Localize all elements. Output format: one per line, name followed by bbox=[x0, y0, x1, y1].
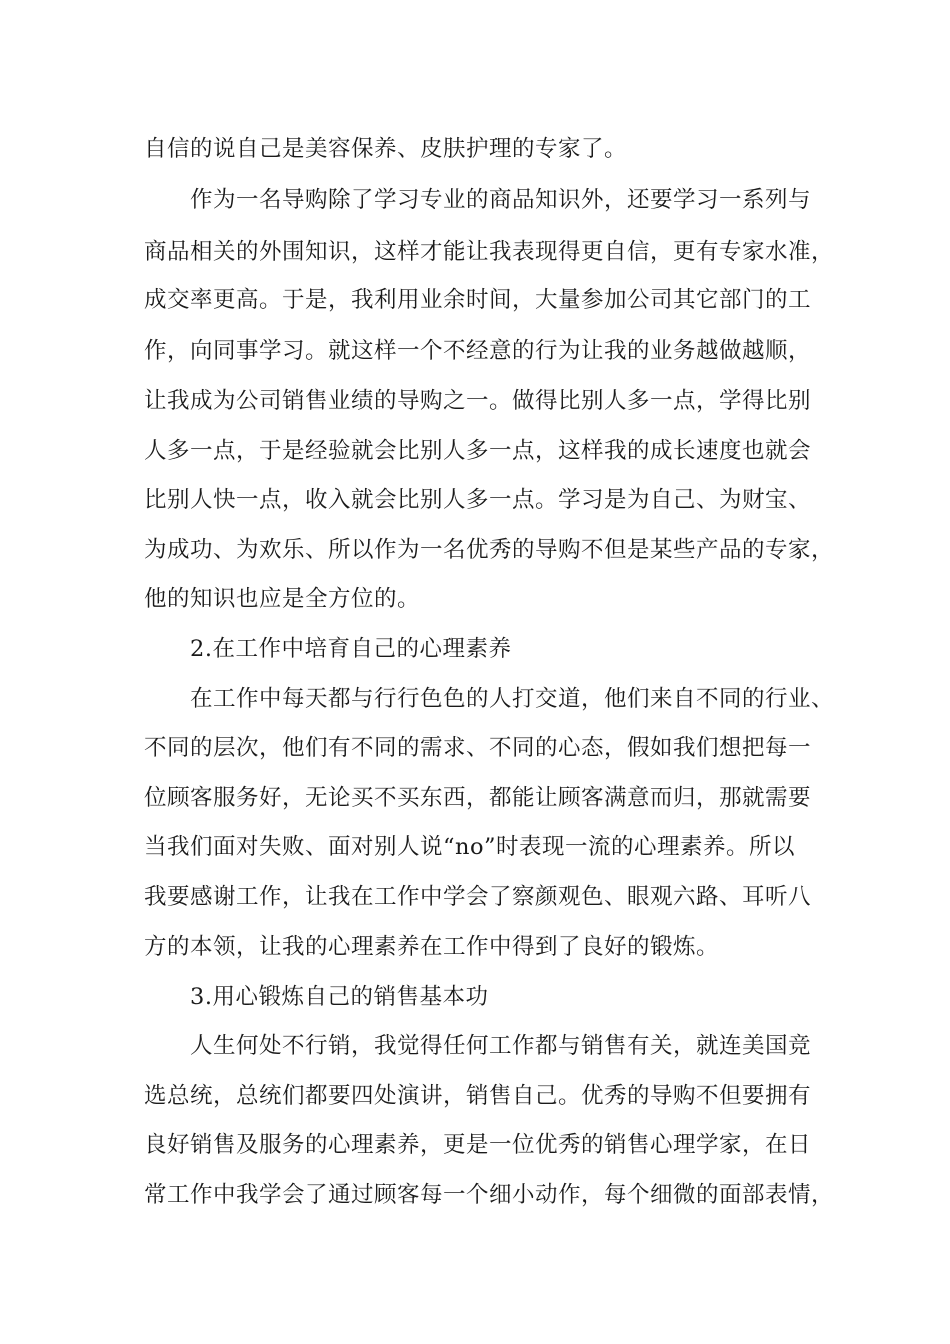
text-line: 商品相关的外围知识，这样才能让我表现得更自信，更有专家水准， bbox=[144, 239, 835, 265]
text-line: 他的知识也应是全方位的。 bbox=[144, 586, 421, 612]
paragraph-start-line: 在工作中每天都与行行色色的人打交道，他们来自不同的行业、 bbox=[190, 686, 835, 712]
text-line: 方的本领，让我的心理素养在工作中得到了良好的锻炼。 bbox=[144, 934, 720, 960]
paragraph-start-line: 作为一名导购除了学习专业的商品知识外，还要学习一系列与 bbox=[190, 187, 812, 213]
text-line: 为成功、为欢乐、所以作为一名优秀的导购不但是某些产品的专家， bbox=[144, 537, 835, 563]
text-line: 成交率更高。于是，我利用业余时间，大量参加公司其它部门的工 bbox=[144, 287, 812, 313]
text-line: 我要感谢工作，让我在工作中学会了察颜观色、眼观六路、耳听八 bbox=[144, 884, 812, 910]
text-line: 常工作中我学会了通过顾客每一个细小动作，每个细微的面部表情， bbox=[144, 1182, 835, 1208]
paragraph-start-line: 人生何处不行销，我觉得任何工作都与销售有关，就连美国竞 bbox=[190, 1033, 812, 1059]
text-line: 不同的层次，他们有不同的需求、不同的心态，假如我们想把每一 bbox=[144, 735, 812, 761]
text-line: 作，向同事学习。就这样一个不经意的行为让我的业务越做越顺， bbox=[144, 338, 812, 364]
text-line: 人多一点，于是经验就会比别人多一点，这样我的成长速度也就会 bbox=[144, 438, 812, 464]
text-line: 良好销售及服务的心理素养，更是一位优秀的销售心理学家，在日 bbox=[144, 1132, 812, 1158]
text-line: 比别人快一点，收入就会比别人多一点。学习是为自己、为财宝、 bbox=[144, 487, 812, 513]
text-line: 选总统，总统们都要四处演讲，销售自己。优秀的导购不但要拥有 bbox=[144, 1083, 812, 1109]
section-heading-2: 2.在工作中培育自己的心理素养 bbox=[190, 636, 512, 662]
text-line: 位顾客服务好，无论买不买东西，都能让顾客满意而归，那就需要 bbox=[144, 785, 812, 811]
section-heading-3: 3.用心锻炼自己的销售基本功 bbox=[190, 984, 489, 1010]
text-line: 让我成为公司销售业绩的导购之一。做得比别人多一点，学得比别 bbox=[144, 388, 812, 414]
text-line: 自信的说自己是美容保养、皮肤护理的专家了。 bbox=[144, 136, 628, 162]
text-line: 当我们面对失败、面对别人说“no”时表现一流的心理素养。所以 bbox=[144, 834, 796, 860]
